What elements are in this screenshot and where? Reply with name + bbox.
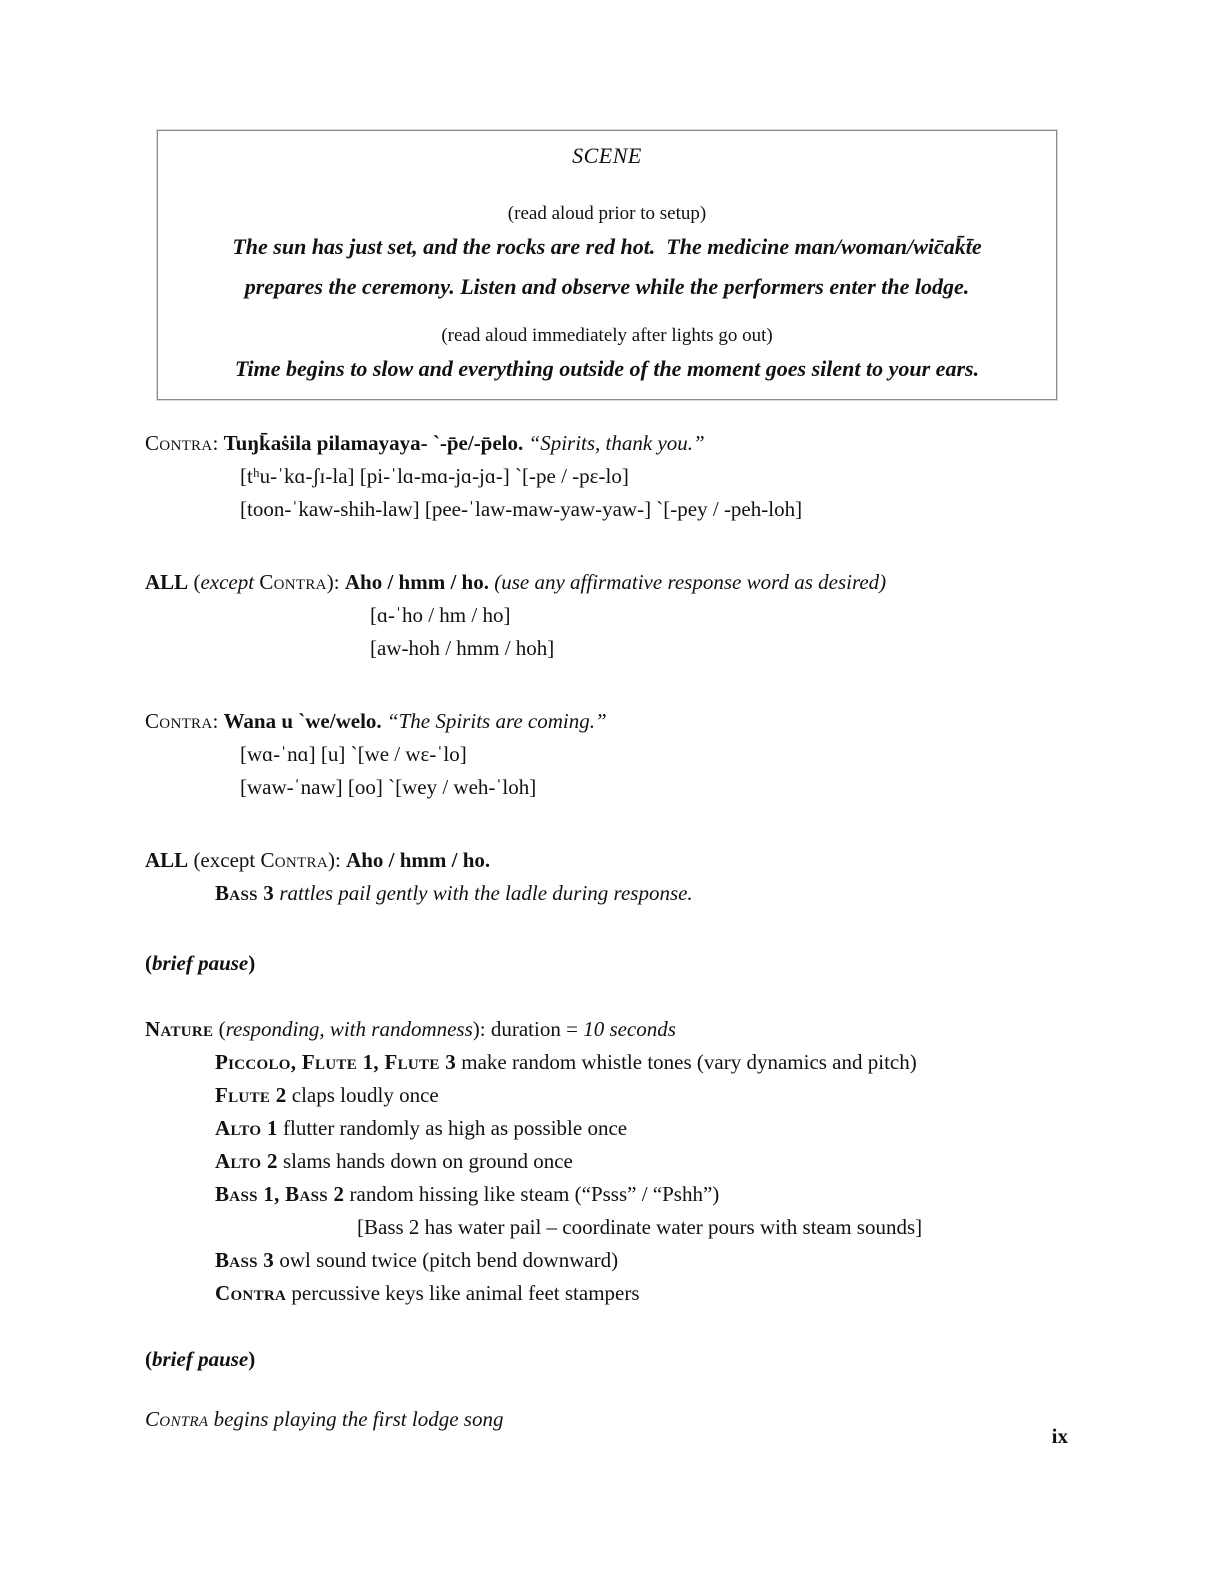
- dialogue-line: [145, 844, 1094, 877]
- dialogue-line: [145, 427, 1094, 460]
- pause-line: [145, 947, 1094, 980]
- speaker-label-contra: Contra: [145, 709, 213, 733]
- instruction-text: slams hands down on ground once: [277, 1149, 573, 1173]
- english-translation: “The Spirits are coming.”: [386, 709, 607, 733]
- instrument-label: Bass 3: [215, 1248, 275, 1272]
- pause-text: brief pause: [152, 1347, 249, 1371]
- stage-direction: responding, with randomness: [225, 1017, 473, 1041]
- lakota-phrase: Wana u `we/welo.: [223, 709, 387, 733]
- instrument-label: Flute 2: [215, 1083, 287, 1107]
- note-text: rattles pail gently with the ladle during response.: [274, 881, 693, 905]
- closing-block: [145, 1403, 1094, 1436]
- scene-narration-2: Time begins to slow and everything outside of the moment goes silent to your ears.: [234, 356, 980, 381]
- phonetic-transcription: [toon-ˈkaw-shih-law] [pee-ˈlaw-maw-yaw-yaw-] `[-pey / -peh-loh]: [240, 497, 803, 521]
- all-block-2: [145, 844, 1094, 910]
- phonetic-transcription: [aw-hoh / hmm / hoh]: [370, 636, 555, 660]
- closing-text: begins playing the first lodge song: [208, 1407, 504, 1431]
- instrument-label: Contra: [215, 1281, 287, 1305]
- instruction-text: make random whistle tones (vary dynamics and pitch): [456, 1050, 917, 1074]
- english-translation: “Spirits, thank you.”: [528, 431, 705, 455]
- scene-cue-2: (read aloud immediately after lights go out): [441, 325, 773, 346]
- paren-open: (: [213, 1017, 226, 1041]
- ipa-transcription: [tʰu-ˈkɑ-ʃɪ-la] [pi-ˈlɑ-mɑ-jɑ-jɑ-] `[-pe / -pɛ-lo]: [240, 464, 629, 488]
- instrument-label: Alto 2: [215, 1149, 278, 1173]
- instruction-text: [Bass 2 has water pail – coordinate water pours with steam sounds]: [357, 1215, 923, 1239]
- instruction-text: random hissing like steam (“Psss” / “Pshh”): [344, 1182, 720, 1206]
- instruction-text: percussive keys like animal feet stampers: [286, 1281, 640, 1305]
- paren-close: ): [248, 951, 256, 975]
- paren-close: ):: [327, 848, 347, 872]
- nature-subnote-bass2: [145, 1211, 1094, 1244]
- instruction-text: owl sound twice (pitch bend downward): [274, 1248, 619, 1272]
- nature-item-alto1: [145, 1112, 1094, 1145]
- speaker-label-all: ALL: [145, 570, 189, 594]
- nature-item-piccolo-flutes: [145, 1046, 1094, 1079]
- duration-value: 10 seconds: [583, 1017, 676, 1041]
- nature-item-alto2: [145, 1145, 1094, 1178]
- all-block-1: [145, 566, 1094, 665]
- speaker-label-nature: Nature: [145, 1017, 214, 1041]
- scene-narration-1-line-2: prepares the ceremony. Listen and observe while the performers enter the lodge.: [244, 274, 970, 299]
- instrument-label: Bass 3: [215, 881, 275, 905]
- nature-heading: [145, 1013, 1094, 1046]
- stage-direction: (use any affirmative response word as desired): [494, 570, 887, 594]
- instrument-label: Bass 1, Bass 2: [215, 1182, 345, 1206]
- contra-block-2: [145, 705, 1094, 804]
- contra-block-1: [145, 427, 1094, 526]
- speaker-label-all: ALL: [145, 848, 189, 872]
- contra-reference: Contra: [259, 570, 327, 594]
- pause-block-1: [145, 947, 1094, 980]
- dialogue-line: [145, 566, 1094, 599]
- except-word: except: [200, 570, 260, 594]
- paren-close: ): [248, 1347, 256, 1371]
- pause-text: brief pause: [152, 951, 249, 975]
- separator: :: [212, 709, 224, 733]
- performance-note: [145, 877, 1094, 910]
- nature-item-bass3: [145, 1244, 1094, 1277]
- page-number: ix: [1051, 1424, 1068, 1448]
- nature-item-flute2: [145, 1079, 1094, 1112]
- speaker-label-contra: Contra: [145, 1407, 209, 1431]
- instrument-label: Piccolo, Flute 1, Flute 3: [215, 1050, 457, 1074]
- instruction-text: flutter randomly as high as possible once: [277, 1116, 628, 1140]
- scene-narration-1-line-1: The sun has just set, and the rocks are red hot. The medicine man/woman/wic̄ak̄t̄e: [232, 234, 982, 259]
- response-phrase: Aho / hmm / ho.: [346, 848, 491, 872]
- nature-block: [145, 1013, 1094, 1310]
- scene-cue-1: (read aloud prior to setup): [507, 203, 707, 224]
- separator: :: [212, 431, 224, 455]
- instrument-label: Alto 1: [215, 1116, 278, 1140]
- paren-open: (: [188, 570, 201, 594]
- dialogue-line: [145, 705, 1094, 738]
- closing-direction: [145, 1403, 1094, 1436]
- lakota-phrase: Tuŋk̄aṡila pilamayaya- `-p̄e/-p̄elo.: [223, 431, 529, 455]
- nature-item-bass1-bass2: [145, 1178, 1094, 1211]
- response-phrase: Aho / hmm / ho.: [344, 570, 495, 594]
- paren-open: (: [145, 1347, 152, 1371]
- pause-line: [145, 1343, 1094, 1376]
- paren-open: (: [145, 951, 152, 975]
- duration-label: ): duration =: [472, 1017, 584, 1041]
- scene-box: [157, 130, 1057, 400]
- paren-close: ):: [326, 570, 345, 594]
- phonetic-transcription: [waw-ˈnaw] [oo] `[wey / weh-ˈloh]: [240, 775, 537, 799]
- scene-title: SCENE: [572, 143, 642, 168]
- ipa-transcription: [wɑ-ˈnɑ] [u] `[we / wɛ-ˈlo]: [240, 742, 467, 766]
- pause-block-2: [145, 1343, 1094, 1376]
- except-phrase: (except: [188, 848, 261, 872]
- ipa-transcription: [ɑ-ˈho / hm / ho]: [370, 603, 511, 627]
- instruction-text: claps loudly once: [286, 1083, 439, 1107]
- speaker-label-contra: Contra: [145, 431, 213, 455]
- nature-item-contra: [145, 1277, 1094, 1310]
- contra-reference: Contra: [260, 848, 328, 872]
